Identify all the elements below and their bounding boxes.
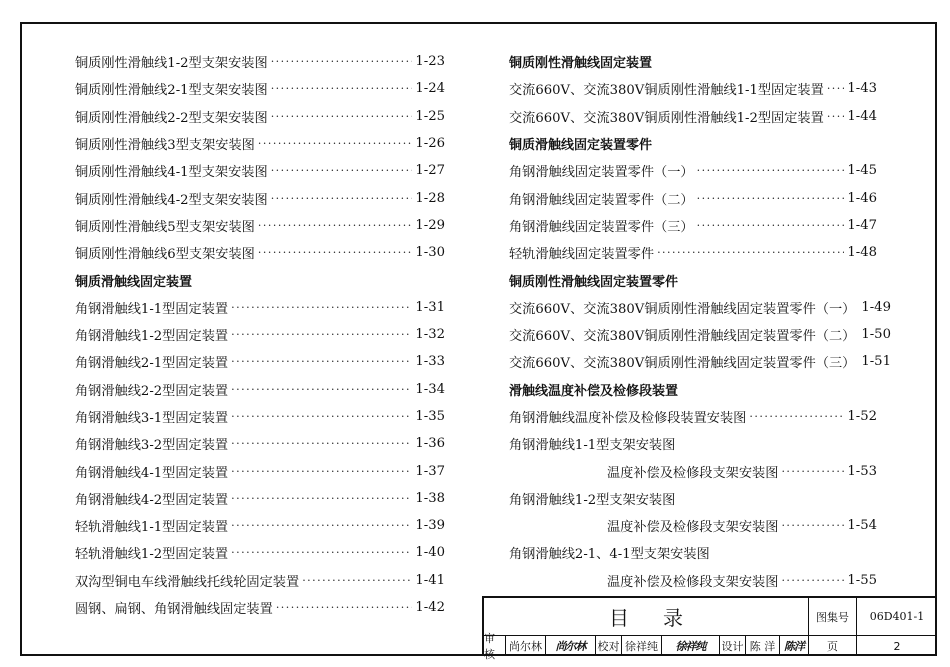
dot-leader	[258, 219, 413, 232]
toc-entry	[509, 539, 877, 566]
toc-entry-page: 1-52	[847, 409, 877, 424]
toc-entry-page: 1-49	[861, 299, 891, 315]
dot-leader	[231, 410, 412, 423]
toc-entry-title: 角钢滑触线3-1型固定装置	[75, 411, 229, 426]
design-name: 陈 洋	[746, 636, 780, 656]
toc-entry-title: 角钢滑触线温度补偿及检修段装置安装图	[509, 411, 747, 426]
toc-entry	[509, 567, 877, 594]
toc-entry-page: 1-36	[415, 436, 445, 452]
dot-leader	[781, 465, 844, 478]
toc-entry-page: 1-31	[415, 299, 445, 315]
toc-entry	[75, 184, 445, 211]
toc-entry-title: 铜质刚性滑触线2-1型支架安装图	[75, 83, 268, 99]
dot-leader	[302, 574, 412, 587]
dot-leader	[827, 82, 845, 95]
review-label: 审核	[484, 636, 506, 656]
toc-entry-title: 轻轨滑触线1-1型固定装置	[75, 520, 229, 536]
toc-entry-title: 铜质刚性滑触线3型支架安装图	[75, 138, 255, 154]
section-heading: 铜质刚性滑触线固定装置零件	[509, 274, 679, 290]
toc-entry-title: 铜质刚性滑触线4-2型支架安装图	[75, 192, 268, 208]
toc-entry-title: 轻轨滑触线固定装置零件	[509, 247, 655, 263]
toc-entry-title: 双沟型铜电车线滑触线托线轮固定装置	[75, 574, 300, 590]
dot-leader	[231, 546, 412, 559]
toc-entry	[75, 348, 445, 375]
toc-entry	[509, 403, 877, 430]
toc-entry-title: 角钢滑触线3-2型固定装置	[75, 438, 229, 454]
toc-entry-page: 1-50	[861, 327, 891, 343]
toc-entry-page: 1-25	[415, 108, 445, 124]
toc-entry-page: 1-48	[847, 245, 877, 261]
section-heading: 滑触线温度补偿及检修段装置	[509, 383, 679, 399]
toc-entry-page: 1-55	[847, 572, 877, 588]
section-heading: 铜质滑触线固定装置零件	[509, 138, 653, 154]
toc-entry-page: 1-53	[847, 463, 877, 479]
review-name: 尚尔林	[506, 636, 546, 656]
check-name: 徐祥纯	[622, 636, 662, 656]
toc-entry-title: 铜质刚性滑触线2-2型支架安装图	[75, 110, 268, 126]
toc-entry-page: 1-28	[415, 190, 445, 206]
toc-entry-title: 圆钢、扁钢、角钢滑触线固定装置	[75, 602, 273, 618]
toc-entry-title: 角钢滑触线2-1、4-1型支架安装图	[509, 547, 710, 563]
toc-entry-page: 1-35	[415, 409, 445, 424]
toc-entry-page: 1-39	[415, 518, 445, 534]
toc-entry	[75, 485, 445, 512]
dot-leader	[258, 246, 413, 259]
toc-entry-title: 铜质刚性滑触线1-2型支架安装图	[75, 56, 268, 72]
dot-leader	[258, 137, 413, 150]
toc-entry-title: 交流660V、交流380V铜质刚性滑触线1-1型固定装置	[509, 83, 824, 99]
toc-entry-title: 角钢滑触线1-1型固定装置	[75, 301, 229, 317]
toc-entry-title: 角钢滑触线固定装置零件（一）	[509, 165, 694, 181]
toc-entry	[75, 457, 445, 484]
toc-entry-page: 1-32	[415, 327, 445, 343]
toc-entry-page: 1-46	[847, 190, 877, 206]
toc-entry-page: 1-33	[415, 354, 445, 370]
toc-entry-page: 1-24	[415, 81, 445, 97]
check-label: 校对	[596, 636, 622, 656]
toc-entry-title: 温度补偿及检修段支架安装图	[607, 465, 779, 481]
toc-entry	[75, 539, 445, 566]
toc-entry	[509, 239, 877, 266]
dot-leader	[271, 164, 413, 177]
page-value: 2	[893, 639, 901, 653]
toc-left-column	[75, 48, 445, 621]
toc-entry	[75, 512, 445, 539]
toc-entry-title: 交流660V、交流380V铜质刚性滑触线固定装置零件（二）	[509, 329, 856, 345]
design-label: 设计	[720, 636, 746, 656]
signature-row	[484, 632, 937, 661]
toc-entry	[509, 212, 877, 239]
toc-entry	[509, 512, 877, 539]
dot-leader	[271, 192, 413, 205]
dot-leader	[276, 601, 413, 614]
dot-leader	[749, 410, 844, 423]
dot-leader	[697, 219, 845, 232]
toc-entry	[75, 567, 445, 594]
section-heading: 铜质刚性滑触线固定装置	[509, 56, 653, 72]
toc-entry	[509, 457, 877, 484]
toc-entry	[509, 75, 877, 102]
toc-entry-page: 1-34	[415, 381, 445, 397]
toc-entry	[75, 103, 445, 130]
toc-entry-title: 角钢滑触线4-2型固定装置	[75, 492, 229, 508]
toc-entry	[75, 212, 445, 239]
dot-leader	[231, 383, 412, 396]
design-signature: 陈洋	[780, 636, 809, 656]
toc-entry-page: 1-37	[415, 463, 445, 479]
toc-entry-title: 轻轨滑触线1-2型固定装置	[75, 547, 229, 563]
dot-leader	[231, 355, 412, 368]
dot-leader	[231, 519, 412, 532]
dot-leader	[781, 519, 844, 532]
toc-entry-title: 角钢滑触线固定装置零件（二）	[509, 192, 694, 208]
toc-entry-page: 1-42	[415, 600, 445, 616]
section-heading: 铜质滑触线固定装置	[75, 274, 193, 290]
toc-entry-title: 角钢滑触线1-2型支架安装图	[509, 492, 676, 508]
dot-leader	[271, 55, 413, 68]
dot-leader	[271, 110, 413, 123]
toc-entry	[509, 157, 877, 184]
toc-entry-page: 1-51	[861, 354, 891, 370]
toc-entry-page: 1-38	[415, 490, 445, 506]
toc-entry-title: 角钢滑触线4-1型固定装置	[75, 465, 229, 481]
toc-entry-title: 角钢滑触线1-2型固定装置	[75, 329, 229, 345]
toc-entry-page: 1-23	[415, 54, 445, 70]
toc-entry	[509, 184, 877, 211]
toc-entry-title: 交流660V、交流380V铜质刚性滑触线1-2型固定装置	[509, 110, 824, 126]
toc-entry-title: 角钢滑触线2-2型固定装置	[75, 383, 229, 399]
dot-leader	[827, 110, 845, 123]
toc-entry-page: 1-54	[847, 518, 877, 534]
toc-entry	[75, 321, 445, 348]
toc-entry	[509, 294, 891, 321]
toc-entry-title: 铜质刚性滑触线5型支架安装图	[75, 219, 255, 235]
toc-entry-title: 角钢滑触线固定装置零件（三）	[509, 219, 694, 235]
toc-entry	[509, 321, 891, 348]
toc-right-column	[509, 48, 891, 594]
atlas-number-label: 图集号	[809, 598, 857, 636]
toc-entry-title: 温度补偿及检修段支架安装图	[607, 574, 779, 590]
toc-entry-title: 角钢滑触线2-1型固定装置	[75, 356, 229, 372]
title-block	[482, 596, 937, 661]
toc-entry-title: 角钢滑触线1-1型支架安装图	[509, 438, 676, 454]
toc-entry-title: 温度补偿及检修段支架安装图	[607, 520, 779, 536]
toc-entry-page: 1-43	[847, 81, 877, 97]
toc-entry	[75, 157, 445, 184]
dot-leader	[231, 328, 412, 341]
toc-entry-page: 1-41	[415, 572, 445, 588]
toc-entry	[75, 403, 445, 430]
dot-leader	[657, 246, 844, 259]
toc-entry-page: 1-47	[847, 217, 877, 233]
toc-entry-title: 交流660V、交流380V铜质刚性滑触线固定装置零件（一）	[509, 301, 856, 317]
toc-entry	[75, 594, 445, 621]
dot-leader	[231, 465, 412, 478]
toc-entry	[75, 239, 445, 266]
toc-entry-title: 铜质刚性滑触线4-1型支架安装图	[75, 165, 268, 181]
toc-entry-page: 1-45	[847, 163, 877, 179]
toc-entry-page: 1-27	[415, 163, 445, 179]
toc-entry	[509, 430, 877, 457]
toc-entry-page: 1-30	[415, 245, 445, 261]
dot-leader	[231, 492, 412, 505]
dot-leader	[697, 164, 845, 177]
dot-leader	[697, 192, 845, 205]
dot-leader	[231, 437, 412, 450]
page-label: 页	[809, 636, 857, 656]
atlas-number-value: 06D401-1	[857, 598, 937, 636]
title-block-title: 目录	[484, 598, 809, 636]
toc-entry-page: 1-26	[415, 136, 445, 152]
check-signature: 徐祥纯	[662, 636, 720, 656]
toc-entry	[75, 430, 445, 457]
toc-entry	[509, 485, 877, 512]
toc-entry-title: 铜质刚性滑触线6型支架安装图	[75, 247, 255, 263]
toc-entry-title: 交流660V、交流380V铜质刚性滑触线固定装置零件（三）	[509, 356, 856, 372]
toc-entry	[75, 376, 445, 403]
dot-leader	[781, 574, 844, 587]
toc-entry	[75, 75, 445, 102]
review-signature: 尚尔林	[546, 636, 596, 656]
toc-entry	[75, 294, 445, 321]
toc-entry	[509, 348, 891, 375]
toc-entry-page: 1-40	[415, 545, 445, 561]
toc-entry-page: 1-44	[847, 108, 877, 124]
dot-leader	[231, 301, 412, 314]
toc-entry	[509, 103, 877, 130]
toc-entry	[75, 48, 445, 75]
dot-leader	[271, 82, 413, 95]
toc-entry-page: 1-29	[415, 217, 445, 233]
toc-entry	[75, 130, 445, 157]
